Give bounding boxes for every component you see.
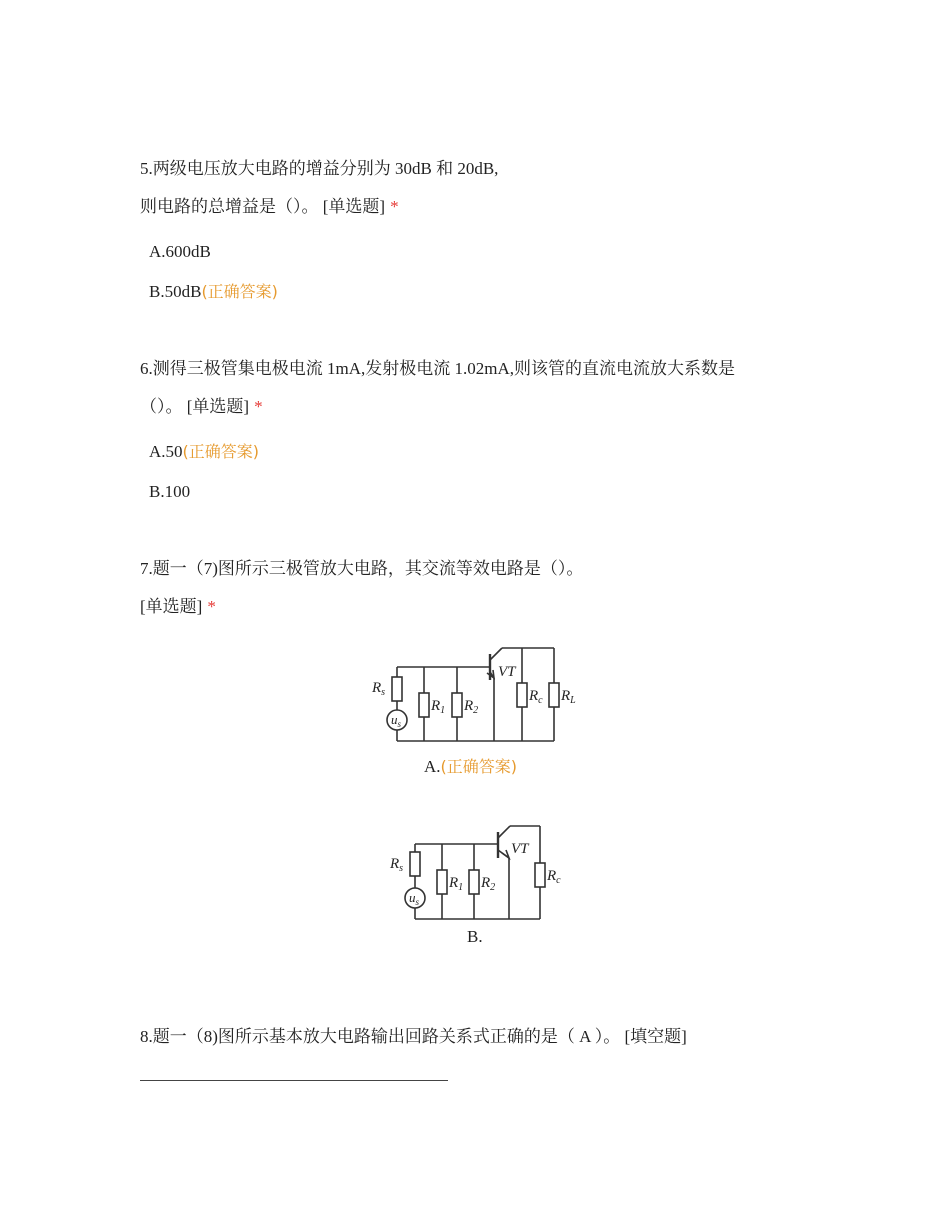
label-rc: $R_c$ — [529, 688, 543, 706]
label-rc: $R_c$ — [547, 868, 561, 886]
q6-option-a[interactable] — [149, 440, 259, 464]
label-vt: VT — [511, 841, 529, 857]
q8-text-line1: 8.题一（8)图所示基本放大电路输出回路关系式正确的是（ A ）。 [填空题] — [140, 1027, 687, 1046]
q8-answer-blank[interactable] — [140, 1080, 448, 1081]
label-r2: $R_2$ — [481, 875, 496, 893]
option-label: A.50 — [149, 442, 183, 461]
q7-question-type: [单选题] — [140, 597, 203, 616]
option-label: A. — [424, 757, 441, 776]
q5-text-line2 — [140, 195, 399, 219]
q5-option-a[interactable] — [149, 240, 211, 264]
label-rl: $R_L$ — [561, 688, 576, 706]
q7-option-a[interactable] — [424, 755, 517, 779]
q5-text-line1: 5.两级电压放大电路的增益分别为 30dB 和 20dB, — [140, 159, 499, 178]
q6-text-line1: 6.测得三极管集电极电流 1mA,发射极电流 1.02mA,则该管的直流电流放大系数是 — [140, 359, 735, 378]
q6-question-type: （）。 [单选题] — [140, 397, 250, 416]
required-mark: * — [207, 597, 216, 616]
option-label: A.600dB — [149, 242, 211, 261]
correct-answer-tag: (正确答案) — [182, 442, 260, 461]
correct-answer-tag: (正确答案) — [201, 282, 278, 301]
label-r1: $R_1$ — [431, 698, 446, 716]
label-vt: VT — [498, 664, 516, 680]
q6-text-line2 — [140, 395, 263, 419]
required-mark: * — [254, 397, 263, 416]
option-label: B. — [467, 927, 483, 946]
q7-text-line2 — [140, 595, 216, 619]
q7-option-b[interactable] — [467, 925, 483, 949]
option-label: B.100 — [149, 482, 191, 501]
label-us: $u_s$ — [409, 890, 420, 907]
q6-option-b[interactable] — [149, 480, 190, 504]
label-rs: $R_s$ — [372, 680, 386, 698]
q5-question-type: 则电路的总增益是（）。 [单选题] — [140, 197, 386, 216]
circuit-diagram-b[interactable] — [385, 818, 575, 923]
required-mark: * — [390, 197, 399, 216]
label-r2: $R_2$ — [464, 698, 479, 716]
label-us: $u_s$ — [391, 712, 402, 729]
label-rs: $R_s$ — [390, 856, 404, 874]
q5-option-b[interactable] — [149, 280, 278, 304]
option-label: B.50dB — [149, 282, 202, 301]
correct-answer-tag: (正确答案) — [440, 757, 518, 776]
label-r1: $R_1$ — [449, 875, 464, 893]
circuit-diagram-a[interactable] — [360, 640, 590, 748]
q7-text-line1: 7.题一（7)图所示三极管放大电路，其交流等效电路是（）。 — [140, 559, 584, 578]
